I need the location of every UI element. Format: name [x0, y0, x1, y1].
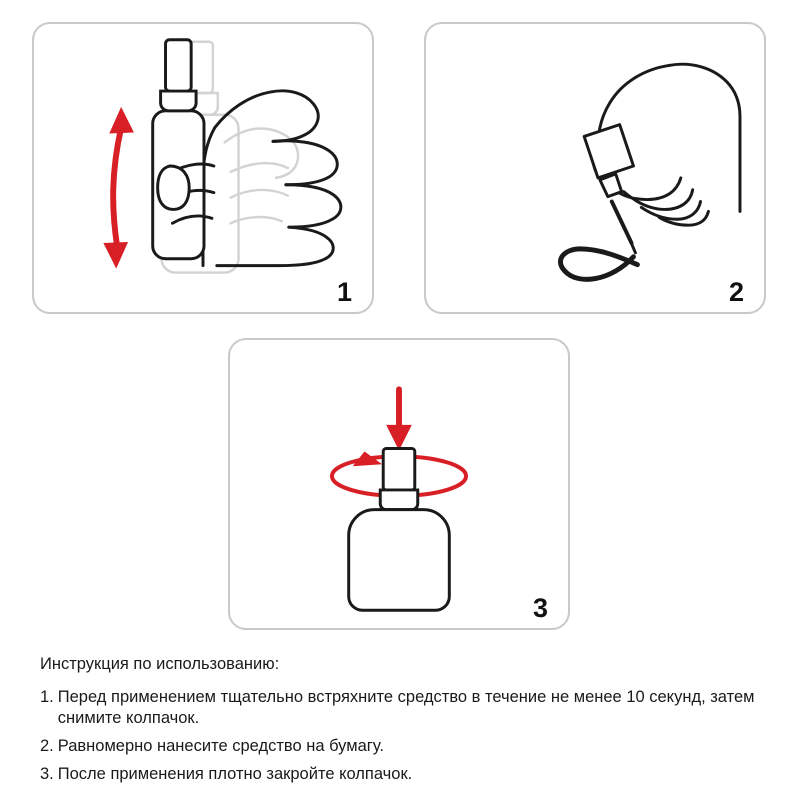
panel-step-2: [424, 22, 766, 314]
hand-outline: [203, 91, 341, 266]
instruction-marker-3: 3.: [40, 764, 54, 783]
instruction-item-3: [40, 764, 766, 785]
bottle-outline: [153, 40, 214, 259]
instruction-text-1: Перед применением тщательно встряхните средство в течение не менее 10 секунд, затем снимите колпачок.: [57, 688, 755, 727]
instruction-item-2: [40, 736, 766, 757]
instruction-text-2: Равномерно нанесите средство на бумагу.: [57, 736, 384, 755]
step-number-2: 2: [728, 277, 744, 307]
applied-mark: [560, 249, 637, 280]
instructions-title: Инструкция по использованию:: [40, 655, 280, 673]
bottle-body: [349, 510, 450, 611]
apply-to-paper-illustration: [426, 24, 764, 312]
panel-step-1: [32, 22, 374, 314]
bottle-cap: [383, 448, 415, 489]
step-number-1: 1: [336, 277, 352, 307]
bottle-outline: [584, 125, 633, 197]
press-down-arrow-icon: [386, 389, 412, 450]
instruction-marker-1: 1.: [40, 688, 54, 706]
panel-step-3: [228, 338, 570, 630]
instruction-text-3: После применения плотно закройте колпачок.: [57, 764, 413, 783]
bottle-neck: [380, 490, 417, 510]
instructions-block: [40, 655, 766, 792]
applicator-tip: [612, 202, 636, 253]
close-cap-illustration: [230, 340, 568, 628]
shake-bottle-illustration: [34, 24, 372, 312]
step-number-3: 3: [532, 593, 548, 623]
instruction-marker-2: 2.: [40, 736, 54, 755]
instruction-item-1: [40, 687, 766, 729]
shake-arrow-icon: [103, 107, 134, 269]
